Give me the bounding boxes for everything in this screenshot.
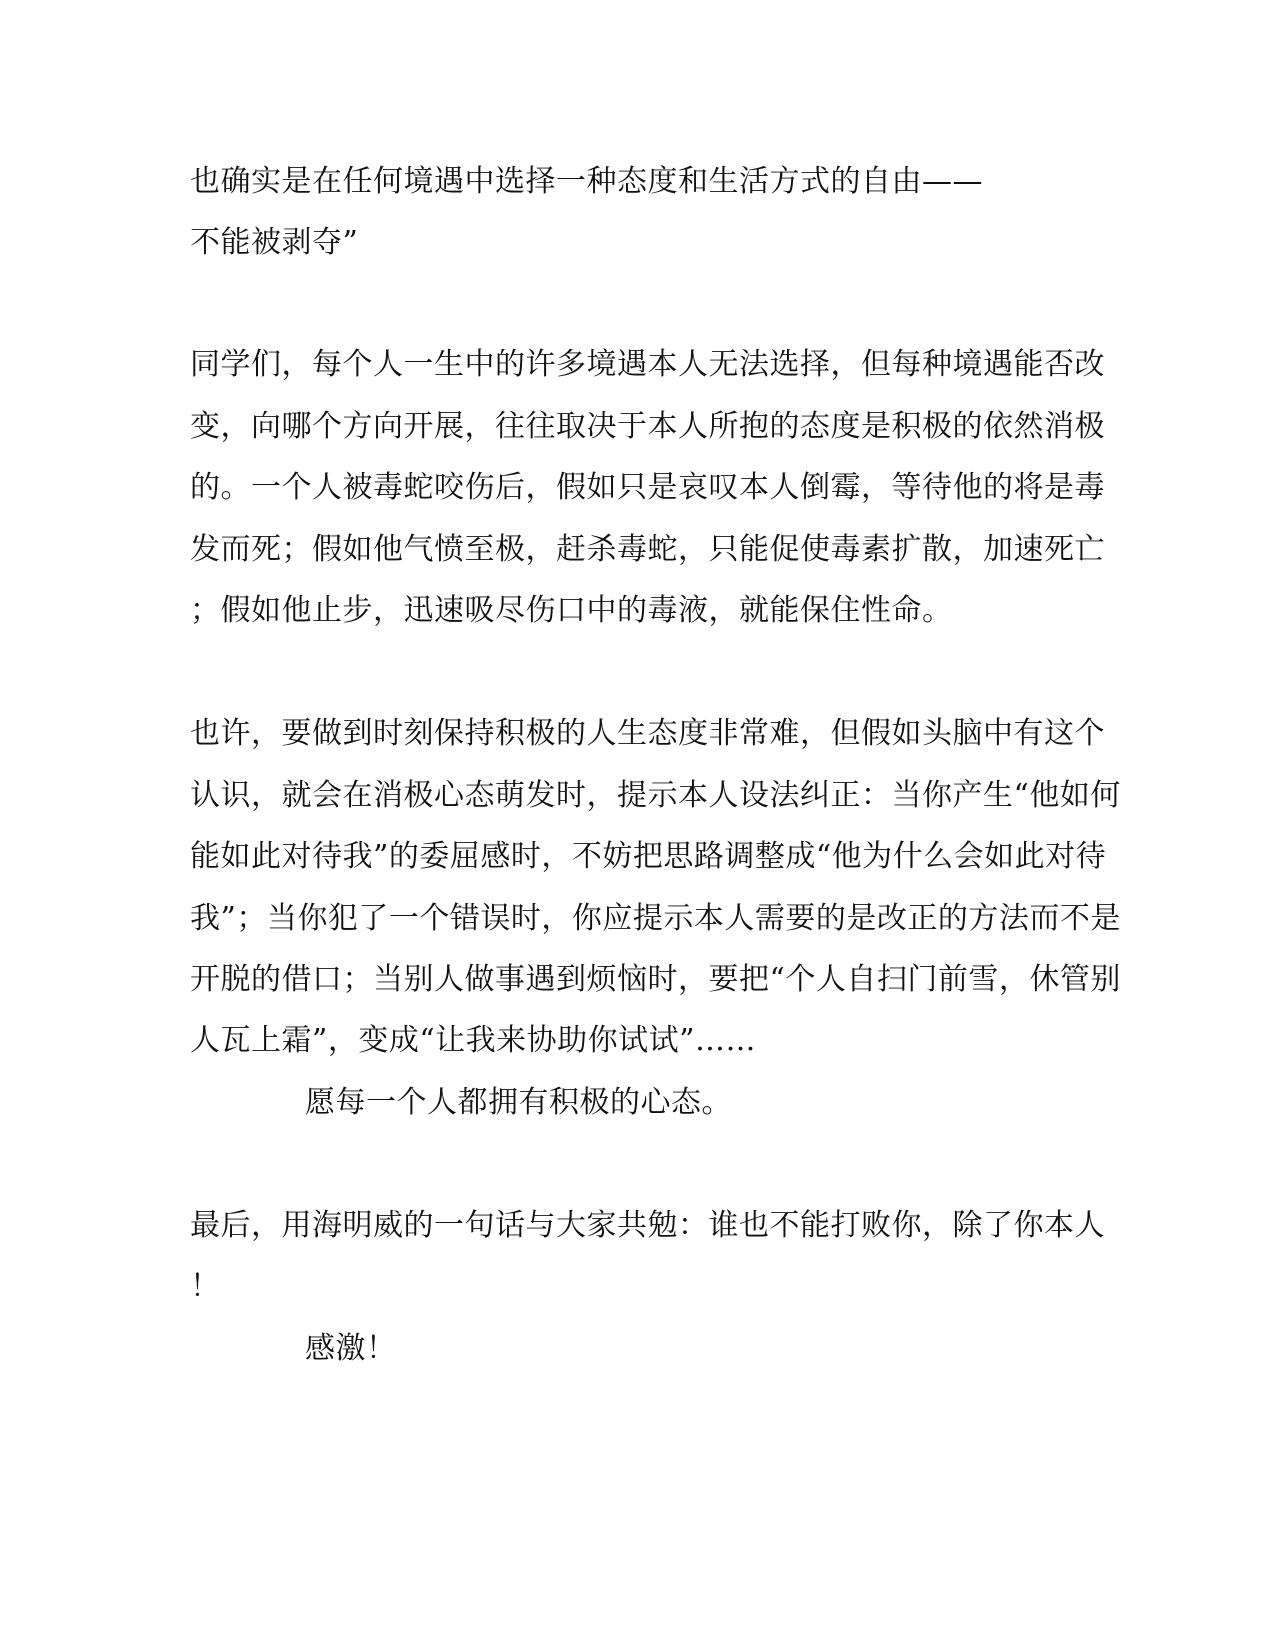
text-line: 也确实是在任何境遇中选择一种态度和生活方式的自由—— bbox=[190, 164, 983, 199]
text-line: 感激！ bbox=[305, 1331, 397, 1366]
text-line: ；假如他止步，迅速吸尽伤口中的毒液，就能保住性命。 bbox=[190, 593, 953, 628]
text-line: 认识，就会在消极心态萌发时，提示本人设法纠正：当你产生“他如何 bbox=[190, 778, 1121, 813]
text-line: ！ bbox=[190, 1269, 221, 1304]
text-line: 发而死；假如他气愤至极，赶杀毒蛇，只能促使毒素扩散，加速死亡 bbox=[190, 532, 1105, 567]
text-line: 最后，用海明威的一句话与大家共勉：谁也不能打败你，除了你本人 bbox=[190, 1208, 1105, 1243]
text-line: 我”；当你犯了一个错误时，你应提示本人需要的是改正的方法而不是 bbox=[190, 901, 1121, 936]
text-line: 能如此对待我”的委屈感时，不妨把思路调整成“他为什么会如此对待 bbox=[190, 839, 1107, 874]
text-line: 开脱的借口；当别人做事遇到烦恼时，要把“个人自扫门前雪，休管别 bbox=[190, 962, 1121, 997]
text-line: 也许，要做到时刻保持积极的人生态度非常难，但假如头脑中有这个 bbox=[190, 716, 1105, 751]
text-line: 同学们，每个人一生中的许多境遇本人无法选择，但每种境遇能否改 bbox=[190, 347, 1105, 382]
text-line: 变，向哪个方向开展，往往取决于本人所抱的态度是积极的依然消极 bbox=[190, 409, 1105, 444]
text-line: 不能被剥夺” bbox=[190, 225, 359, 260]
text-line: 人瓦上霜”，变成“让我来协助你试试”…… bbox=[190, 1023, 757, 1058]
text-line: 的。一个人被毒蛇咬伤后，假如只是哀叹本人倒霉，等待他的将是毒 bbox=[190, 470, 1105, 505]
text-line: 愿每一个人都拥有积极的心态。 bbox=[305, 1085, 732, 1120]
